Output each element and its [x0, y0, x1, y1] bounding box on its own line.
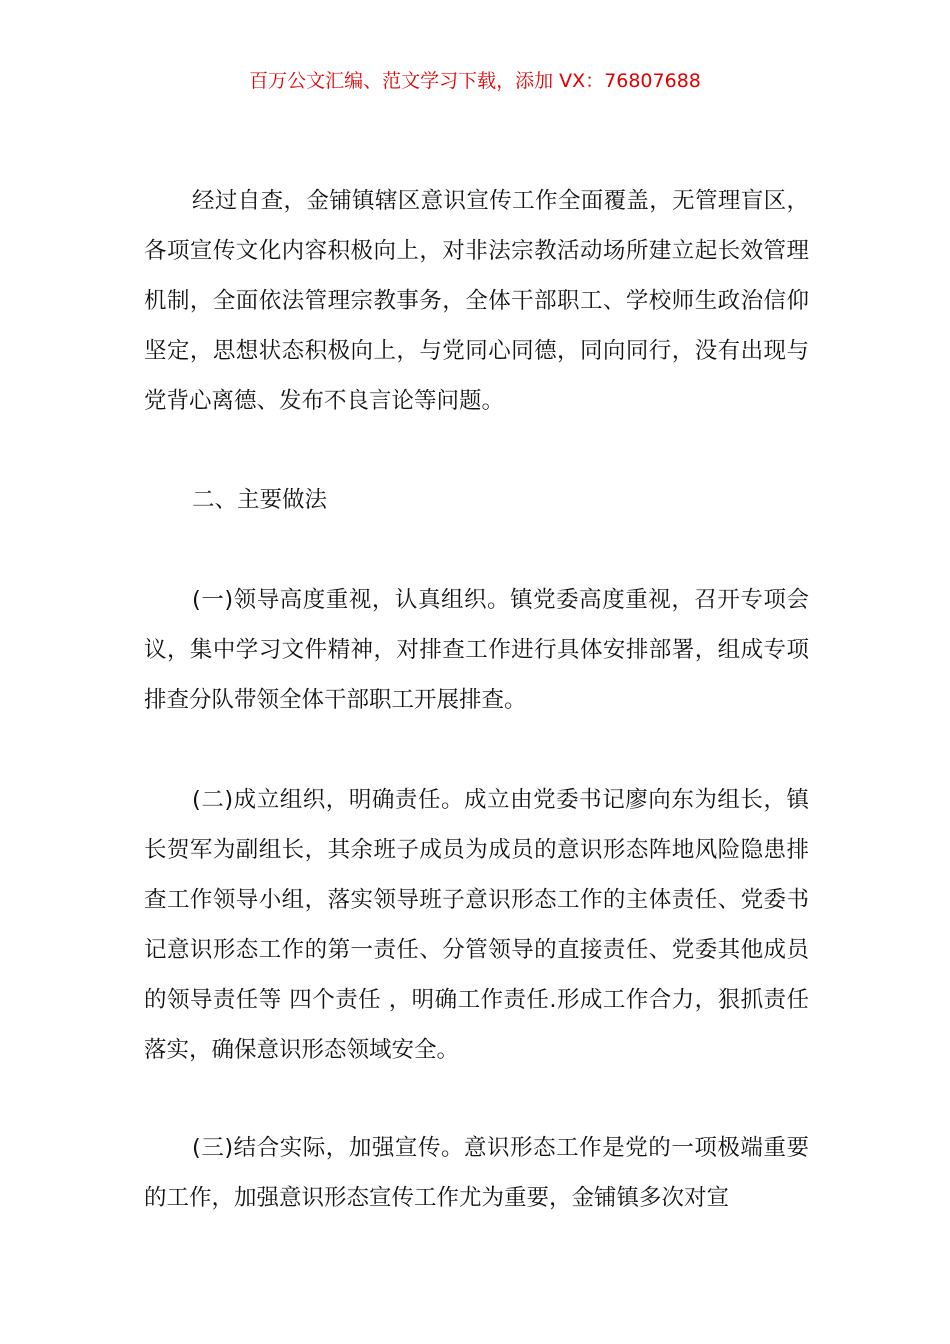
paragraph-self-check-summary: 经过自查，金铺镇辖区意识宣传工作全面覆盖，无管理盲区，各项宣传文化内容积极向上，对非法宗教活动场所建立起长效管理机制，全面依法管理宗教事务，全体干部职工、学校师生政治信仰坚定，思想状态积极向上，与党同心同德，同向同行，没有出现与党背心离德、发布不良言论等问题。: [144, 188, 809, 414]
watermark-header: 百万公文汇编、范文学习下载，添加 VX：76807688: [249, 70, 701, 92]
paragraph-leadership: (一)领导高度重视，认真组织。镇党委高度重视，召开专项会议，集中学习文件精神，对排查工作进行具体安排部署，组成专项排查分队带领全体干部职工开展排查。: [144, 587, 809, 713]
paragraph-propaganda: (三)结合实际，加强宣传。意识形态工作是党的一项极端重要的工作，加强意识形态宣传工作尤为重要，金铺镇多次对宣: [144, 1135, 809, 1211]
paragraph-organization: (二)成立组织，明确责任。成立由党委书记廖向东为组长，镇长贺军为副组长，其余班子成员为成员的意识形态阵地风险隐患排查工作领导小组，落实领导班子意识形态工作的主体责任、党委书记意识形态工作的第一责任、分管领导的直接责任、党委其他成员的领导责任等 四个责任 ，明确工作责任.形成工作合力，狠抓责任落实，确保意识形态领域安全。: [144, 787, 809, 1063]
section-heading-main-practices: 二、主要做法: [192, 487, 328, 513]
